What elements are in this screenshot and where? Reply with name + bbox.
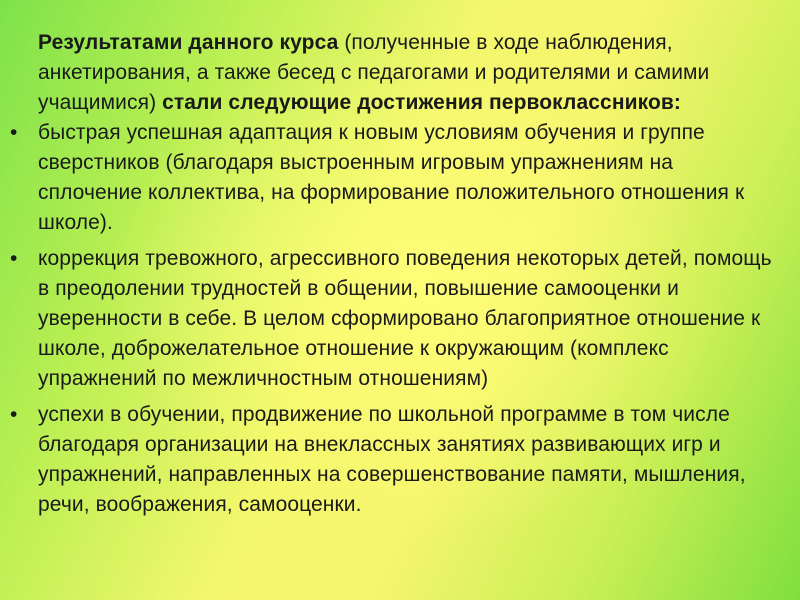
list-item (10, 118, 782, 238)
list-item-text: успехи в обучении, продвижение по школьной программе в том числе благодаря организации на внеклассных занятиях развивающих игр и упражнений, направленных на совершенствование памяти, мышления, речи, воображения, самооценки. (38, 403, 746, 516)
bullet-icon: • (10, 403, 18, 426)
list-item (10, 400, 782, 520)
intro-paragraph (38, 28, 782, 118)
bullet-icon: • (10, 247, 18, 270)
slide-content (10, 28, 782, 526)
intro-tail-bold: стали следующие достижения первоклассников: (162, 91, 681, 114)
intro-lead-bold: Результатами данного курса (38, 31, 339, 54)
bullet-icon: • (10, 121, 18, 144)
list-item-text: быстрая успешная адаптация к новым условиям обучения и группе сверстников (благодаря выстроенным игровым упражнениям на сплочение коллектива, на формирование положительного отношения к школе). (38, 121, 745, 234)
achievements-list (10, 118, 782, 520)
list-item (10, 244, 782, 394)
intro-middle: (полученные в ходе наблюдения, анкетирования, а также бесед с педагогами и родителями и самими учащимися) (38, 31, 710, 114)
list-item-text: коррекция тревожного, агрессивного поведения некоторых детей, помощь в преодолении трудностей в общении, повышение самооценки и уверенности в себе. В целом сформировано благоприятное отношение к школе, доброжелательное отношение к окружающим (комплекс упражнений по межличностным отношениям) (38, 247, 772, 390)
